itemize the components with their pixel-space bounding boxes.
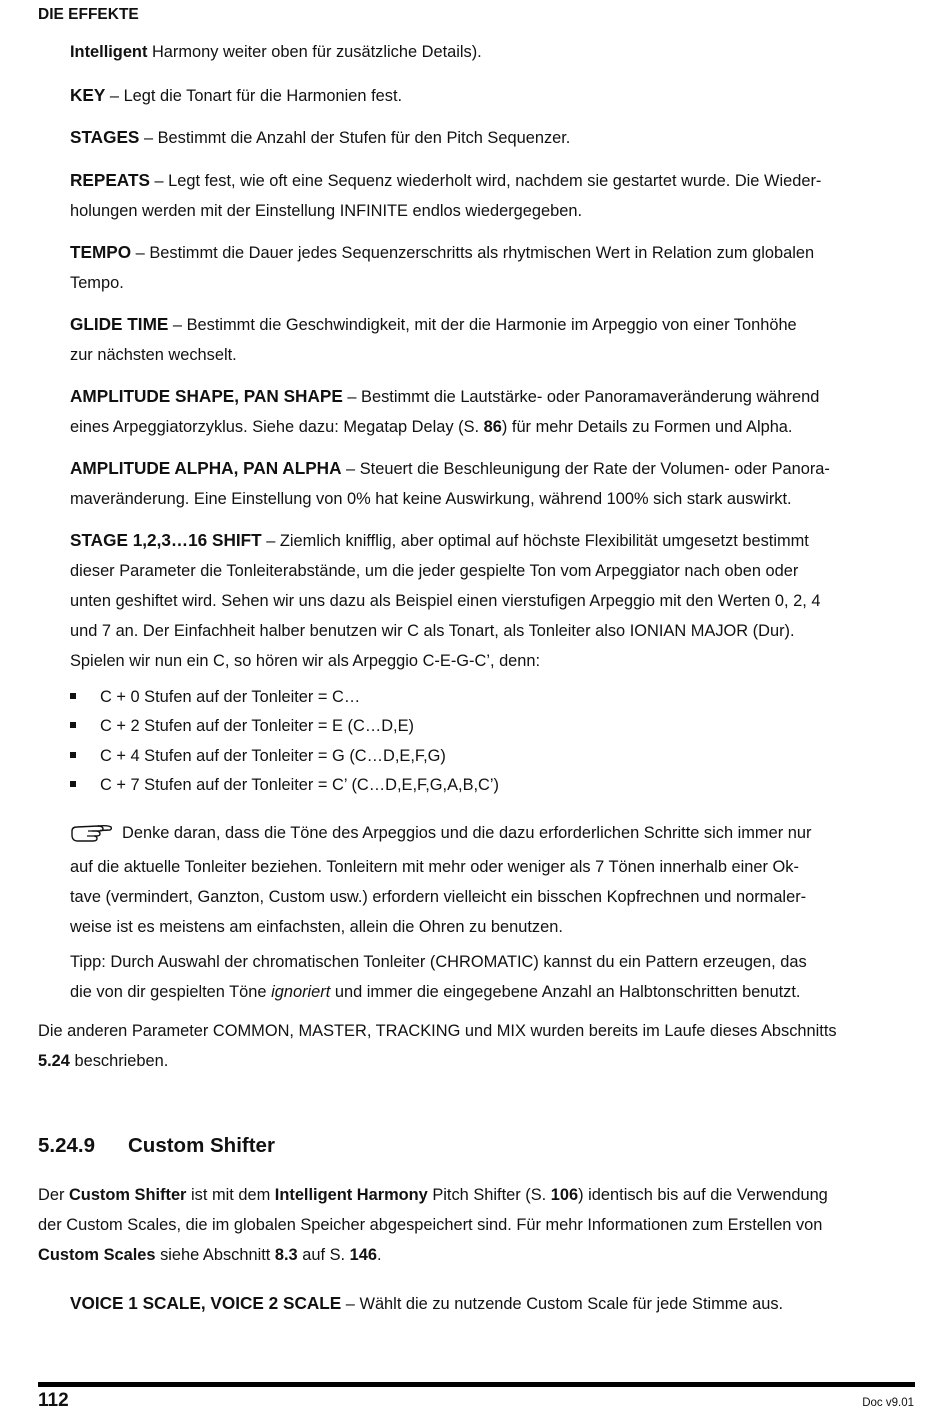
others-paragraph: Die anderen Parameter COMMON, MASTER, TRACKING und MIX wurden bereits im Laufe dieses Abschnitts 5.24 beschrieben. bbox=[38, 1022, 837, 1070]
list-item: C + 4 Stufen auf der Tonleiter = G (C…D,E,F,G) bbox=[70, 742, 446, 771]
param-shape: AMPLITUDE SHAPE, PAN SHAPE – Bestimmt die Lautstärke- oder Panoramaveränderung während eines Arpeggiatorzyklus. Siehe dazu: Megatap Delay (S. 86) für mehr Details zu Formen und Alpha. bbox=[70, 386, 820, 436]
bullet-square-icon bbox=[70, 722, 76, 728]
page-ref-106[interactable]: 106 bbox=[550, 1186, 579, 1204]
param-voice-scale: VOICE 1 SCALE, VOICE 2 SCALE – Wählt die zu nutzende Custom Scale für jede Stimme aus. bbox=[70, 1293, 784, 1313]
pointing-hand-icon bbox=[70, 822, 114, 852]
param-key: KEY – Legt die Tonart für die Harmonien fest. bbox=[70, 85, 403, 105]
footer-rule bbox=[38, 1382, 915, 1387]
running-header: DIE EFFEKTE bbox=[38, 6, 139, 23]
paragraph-continuation: Intelligent Harmony weiter oben für zusätzliche Details). bbox=[70, 43, 482, 61]
page-ref-146[interactable]: 146 bbox=[349, 1246, 377, 1264]
param-stages: STAGES – Bestimmt die Anzahl der Stufen für den Pitch Sequenzer. bbox=[70, 127, 571, 147]
param-repeats: REPEATS – Legt fest, wie oft eine Sequenz wiederholt wird, nachdem sie gestartet wurde. Die Wieder- holungen werden mit der Einstellung INFINITE endlos wiedergegeben. bbox=[70, 170, 822, 220]
param-alpha: AMPLITUDE ALPHA, PAN ALPHA – Steuert die Beschleunigung der Rate der Volumen- oder Panora- maveränderung. Eine Einstellung von 0% hat keine Auswirkung, während 100% sich stark auswirkt. bbox=[70, 458, 830, 508]
list-item: C + 2 Stufen auf der Tonleiter = E (C…D,E) bbox=[70, 712, 414, 741]
bullet-square-icon bbox=[70, 693, 76, 699]
param-glide-time: GLIDE TIME – Bestimmt die Geschwindigkeit, mit der die Harmonie im Arpeggio von einer Tonhöhe zur nächsten wechselt. bbox=[70, 314, 797, 364]
bullet-square-icon bbox=[70, 752, 76, 758]
page-ref-86[interactable]: 86 bbox=[483, 418, 502, 436]
note-paragraph: Denke daran, dass die Töne des Arpeggios und die dazu erforderlichen Schritte sich immer nur auf die aktuelle Tonleiter beziehen. Tonleitern mit mehr oder weniger als 7 Tönen innerhalb einer Ok- tave (vermindert, Ganzton, Custom usw.) erfordern vielleicht ein bisschen Kopfrechnen und normaler- weise ist es meistens am einfachsten, allein die Ohren zu benutzen. bbox=[70, 824, 812, 936]
list-item: C + 7 Stufen auf der Tonleiter = C’ (C…D,E,F,G,A,B,C’) bbox=[70, 771, 499, 800]
tip-paragraph: Tipp: Durch Auswahl der chromatischen Tonleiter (CHROMATIC) kannst du ein Pattern erzeugen, das die von dir gespielten Töne ignoriert und immer die eingegebene Anzahl an Halbtonschritten benutzt. bbox=[70, 953, 807, 1001]
section-ref-8-3[interactable]: 8.3 bbox=[274, 1246, 298, 1264]
doc-version: Doc v9.01 bbox=[862, 1397, 914, 1409]
list-item: C + 0 Stufen auf der Tonleiter = C… bbox=[70, 683, 360, 712]
custom-shifter-paragraph: Der Custom Shifter ist mit dem Intelligent Harmony Pitch Shifter (S. 106) identisch bis auf die Verwendung der Custom Scales, die im globalen Speicher abgespeichert sind. Für mehr Informationen zum Erstellen von Custom Scales siehe Abschnitt 8.3 auf S. 146. bbox=[38, 1186, 828, 1264]
section-heading: 5.24.9 Custom Shifter bbox=[38, 1134, 275, 1157]
bullet-square-icon bbox=[70, 781, 76, 787]
param-tempo: TEMPO – Bestimmt die Dauer jedes Sequenzerschritts als rhytmischen Wert in Relation zum globalen Tempo. bbox=[70, 242, 815, 292]
param-stage-shift: STAGE 1,2,3…16 SHIFT – Ziemlich knifflig, aber optimal auf höchste Flexibilität umgesetzt bestimmt dieser Parameter die Tonleiterabstände, um die jeder gespielte Ton vom Arpeggiator nach oben oder unten geshiftet wird. Sehen wir uns dazu als Beispiel einen vierstufigen Arpeggio mit den Werten 0, 2, 4 und 7 an. Der Einfachheit halber benutzen wir C als Tonart, als Tonleiter also IONIAN MAJOR (Dur). Spielen wir nun ein C, so hören wir als Arpeggio C-E-G-C’, denn: bbox=[70, 530, 821, 670]
section-ref[interactable]: 5.24 bbox=[38, 1052, 70, 1070]
page-number: 112 bbox=[38, 1390, 69, 1411]
